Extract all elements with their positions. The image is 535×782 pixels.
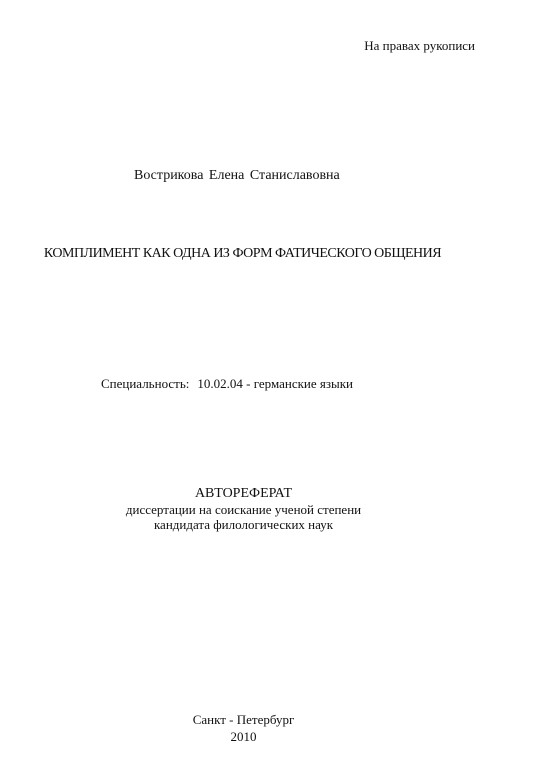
author-name: Вострикова Елена Станиславовна [134, 168, 340, 183]
specialty-label: Специальность: [101, 376, 190, 391]
abstract-line-1: диссертации на соискание ученой степени [125, 502, 362, 517]
footer-year: 2010 [230, 729, 257, 744]
footer-block [0, 711, 511, 745]
abstract-block [0, 485, 511, 532]
document-title: КОМПЛИМЕНТ КАК ОДНА ИЗ ФОРМ ФАТИЧЕСКОГО ОБЩЕНИЯ [43, 246, 442, 261]
manuscript-note: На правах рукописи [364, 38, 475, 53]
specialty-line [101, 376, 353, 392]
specialty-code: 10.02.04 - германские языки [197, 376, 354, 391]
abstract-line-2: кандидата филологических наук [153, 517, 334, 532]
abstract-heading: АВТОРЕФЕРАТ [194, 486, 293, 501]
footer-city: Санкт - Петербург [192, 712, 295, 727]
